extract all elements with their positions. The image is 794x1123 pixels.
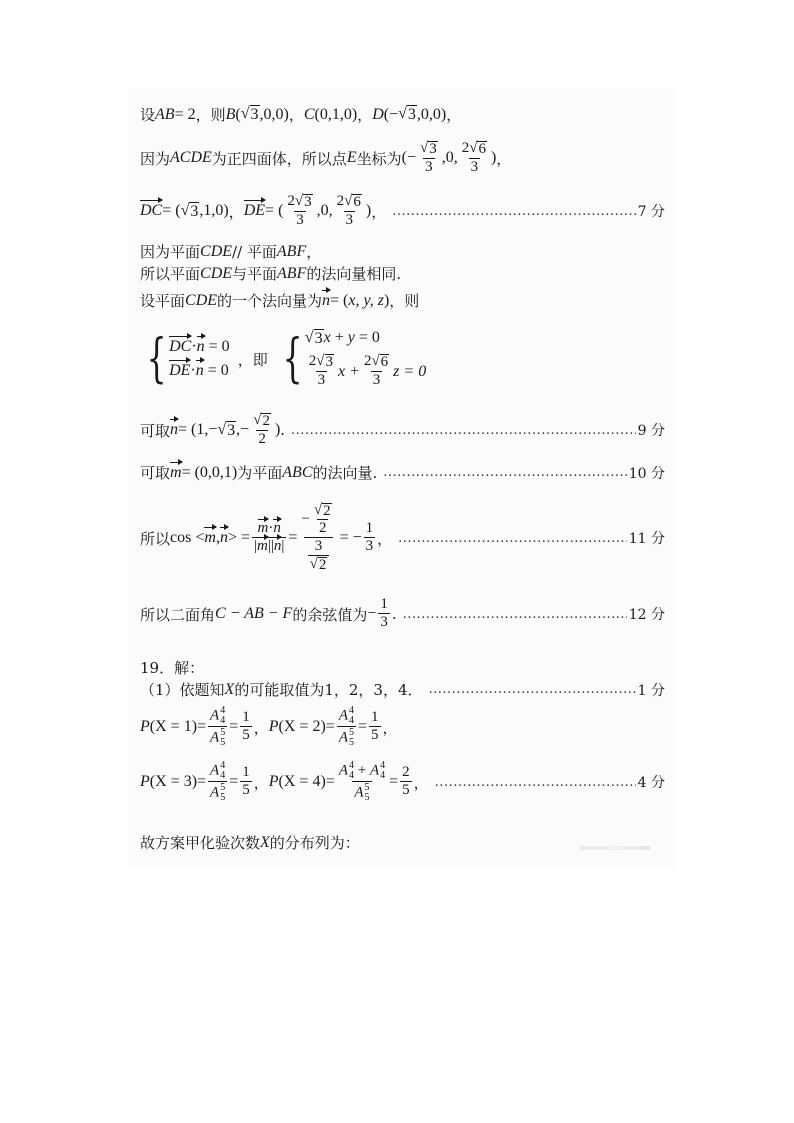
fraction: √ 2 2 — [313, 501, 331, 537]
fraction — [240, 765, 252, 799]
segment-ab: AB — [155, 105, 175, 123]
radicand: 3 — [407, 106, 416, 123]
separator: ， — [228, 202, 244, 221]
perm-a: A — [210, 762, 220, 779]
coefficient: 2 — [461, 139, 470, 156]
fraction — [337, 706, 356, 748]
score-12: 12 分 — [628, 607, 665, 623]
line-same-normal — [140, 263, 665, 284]
separator: ， — [253, 718, 269, 737]
sub: 4 — [348, 715, 354, 726]
perm-a: A — [338, 707, 348, 724]
separator: ， — [382, 718, 398, 737]
fraction — [337, 761, 387, 803]
sub: 4 — [380, 770, 386, 781]
plane-cde: CDE — [200, 242, 233, 260]
coords: = (0,0,1) — [181, 463, 238, 481]
fraction: √ 3 3 — [419, 139, 437, 175]
fraction: 2√ 6 3 — [461, 139, 486, 175]
fraction — [400, 765, 412, 799]
leader-dots — [429, 682, 636, 697]
sup: 4 — [220, 705, 226, 716]
fraction: √ 2 2 — [253, 411, 270, 447]
numerator: 1 — [242, 764, 250, 781]
sup: 4 — [348, 760, 354, 771]
vector-dc: DC — [169, 338, 192, 355]
period: . — [280, 421, 286, 439]
sup: 5 — [220, 727, 226, 738]
sqrt-3: √ 3 — [217, 420, 236, 439]
text: 的法向量相同. — [306, 265, 402, 283]
sup: 5 — [364, 782, 370, 793]
problem-heading: 19．解： — [140, 659, 205, 677]
text: 的分布列为： — [269, 834, 360, 852]
denominator: 5 — [402, 782, 410, 798]
paren: ) — [365, 202, 372, 219]
paren: (− — [383, 105, 399, 123]
sub: 4 — [220, 715, 226, 726]
numerator: 3 — [314, 538, 323, 554]
separator: ， — [496, 149, 512, 168]
prob-p: P — [140, 718, 150, 735]
line-n-value — [140, 408, 665, 452]
fraction: 2√ 3 3 — [308, 353, 334, 388]
minus: − — [301, 510, 310, 527]
separator: ， — [253, 773, 269, 792]
line-cos — [140, 492, 665, 584]
line-vectors — [140, 192, 665, 230]
line-normal-vector — [140, 290, 665, 311]
numerator: 1 — [371, 709, 379, 726]
line-problem-19 — [140, 657, 665, 678]
perm-a: A — [354, 784, 364, 801]
point-c: C — [303, 105, 315, 123]
sup: 4 — [380, 760, 386, 771]
perm-a: A — [210, 707, 220, 724]
numerator: 1 — [365, 520, 374, 537]
fraction: 3 √ 2 — [308, 539, 330, 574]
text: 的余弦值为 — [292, 605, 368, 624]
var-x: X — [260, 833, 270, 851]
eq-row: √ 3 x + y = 0 — [304, 329, 380, 348]
text: 因为平面 — [140, 243, 201, 261]
text: 因为 — [140, 149, 171, 168]
vector-m: m — [257, 538, 268, 554]
scan-artifact — [580, 846, 650, 850]
line-coordinates — [140, 104, 665, 125]
text: 的可能取值为1，2，3，4． — [234, 681, 423, 699]
leader-dots — [291, 423, 636, 438]
vector-n: n — [196, 338, 205, 355]
event: (X = 1) — [149, 718, 198, 735]
radicand: 3 — [227, 421, 236, 439]
dot: · — [190, 362, 196, 379]
text: （1）依题知 — [140, 681, 225, 699]
radicand: 2 — [323, 502, 331, 519]
separator: ， — [446, 106, 462, 124]
leader-dots — [383, 465, 626, 480]
numerator: 1 — [380, 596, 388, 613]
text: 为正四面体，所以点 — [211, 149, 347, 168]
numerator: 1 — [242, 709, 250, 726]
separator: ， — [413, 773, 429, 792]
sub: 5 — [348, 737, 354, 748]
fraction: 2√ 6 3 — [336, 192, 361, 228]
sqrt-3: √ 3 — [180, 201, 199, 220]
text: 可取 — [140, 464, 171, 482]
equals: = — [389, 773, 399, 790]
equals: = − — [339, 529, 362, 546]
text: 所以平面 — [140, 265, 201, 283]
denominator: 3 — [296, 211, 304, 228]
vector-de: DE — [243, 202, 266, 219]
vector-n: n — [170, 421, 179, 438]
coords: (0,1,0) — [314, 105, 358, 123]
text: 设平面 — [140, 292, 186, 310]
line-dihedral — [140, 594, 665, 634]
value: = 0 — [204, 338, 230, 355]
paren: (− — [401, 149, 416, 166]
text: ，则 — [195, 106, 226, 124]
leader-dots — [403, 607, 627, 622]
compound-fraction — [299, 503, 337, 574]
prob-p: P — [140, 773, 150, 790]
score-10: 10 分 — [628, 465, 665, 482]
sqrt-3: √ 3 — [398, 105, 416, 123]
left-brace: { — [146, 329, 167, 389]
leader-dots — [392, 204, 635, 219]
coords: ,1,0) — [199, 202, 229, 219]
sub: 4 — [348, 770, 354, 781]
fraction — [208, 761, 227, 803]
score-7: 7 分 — [637, 204, 665, 220]
radicand: 3 — [325, 354, 334, 371]
coefficient: 2 — [363, 353, 372, 370]
event: (X = 4) — [278, 773, 326, 790]
equals: = ( — [162, 202, 181, 219]
radicand: 3 — [304, 193, 312, 210]
text: 所以二面角 — [140, 605, 216, 624]
vector-m: m — [257, 520, 269, 537]
equals: = — [288, 529, 298, 546]
tetra-acde: ACDE — [170, 149, 212, 166]
text: 的一个法向量为 — [217, 292, 323, 310]
vector-n: n — [273, 538, 282, 554]
vector-n: n — [273, 520, 281, 537]
plane-abf: ABF — [277, 264, 307, 282]
separator: ， — [377, 529, 393, 548]
text: 故方案甲化验次数 — [140, 834, 261, 852]
left-brace: { — [282, 329, 303, 389]
denominator: 5 — [242, 782, 250, 798]
perm-a: A — [369, 762, 380, 779]
fraction: 2√ 6 3 — [363, 353, 389, 388]
sup: 4 — [348, 705, 354, 716]
radicand: 6 — [478, 140, 486, 157]
radicand: 2 — [262, 412, 270, 429]
sub: 5 — [220, 737, 226, 748]
paren: ) — [274, 421, 281, 438]
line-prob-1-2 — [140, 704, 665, 750]
vector-de: DE — [169, 362, 191, 379]
text: // 平面 — [232, 243, 277, 261]
text: 为平面 — [237, 464, 283, 482]
separator: ， — [371, 202, 387, 221]
plane-cde: CDE — [185, 291, 218, 309]
equals: = ( — [265, 202, 284, 219]
plane-abf: ABF — [276, 242, 307, 260]
text: ，则 — [389, 292, 420, 310]
denominator: 5 — [371, 727, 379, 743]
equals: = (1,− — [178, 421, 218, 438]
equals: = — [229, 773, 239, 790]
equals: = ( — [330, 291, 349, 309]
equals: = — [229, 718, 239, 735]
point-b: B — [225, 105, 236, 123]
sup: 5 — [348, 727, 354, 738]
separator: ， — [306, 243, 322, 261]
paren: ) — [383, 291, 390, 309]
radicand: 6 — [380, 354, 389, 371]
coefficient: 2 — [287, 192, 295, 209]
radicand: 3 — [250, 106, 259, 123]
point-d: D — [372, 105, 384, 123]
coords: ,0, — [316, 202, 333, 219]
var-z: z = 0 — [393, 362, 427, 380]
line-possible-values — [140, 679, 665, 700]
vector-n: n — [322, 291, 331, 309]
fraction: $\frac{m\cdot n}{|m||n|}$ — [253, 520, 285, 554]
text: ，即 — [237, 350, 268, 369]
vector-dc: DC — [140, 202, 163, 219]
components: x, y, z — [348, 291, 384, 309]
prob-p: P — [268, 718, 279, 735]
vector-n: n — [219, 529, 228, 546]
var-x: x — [323, 329, 331, 347]
prob-p: P — [268, 773, 279, 790]
system-left — [169, 338, 230, 380]
denominator: 2 — [258, 430, 266, 447]
perm-a: A — [210, 784, 220, 801]
minus: ,− — [236, 421, 250, 438]
comma: , — [215, 529, 220, 546]
separator: ， — [357, 106, 373, 124]
dot: · — [191, 338, 197, 355]
score-4: 4 分 — [637, 775, 665, 791]
text: 坐标为 — [356, 149, 402, 168]
score-11: 11 分 — [628, 531, 665, 547]
line-point-e — [140, 140, 665, 176]
score-9: 9 分 — [637, 423, 665, 439]
equals: = — [325, 718, 335, 735]
radicand: 3 — [190, 202, 199, 220]
vector-m: m — [170, 463, 182, 481]
fraction — [364, 521, 376, 555]
plus: + — [330, 329, 348, 347]
denominator: 3 — [380, 614, 388, 630]
numerator: 2 — [402, 764, 410, 781]
plane-abc: ABC — [282, 463, 313, 481]
sup: 4 — [220, 760, 226, 771]
vector-n: n — [195, 362, 204, 379]
dot: · — [268, 520, 274, 537]
text: 可取 — [140, 421, 171, 440]
radicand: 2 — [318, 556, 327, 573]
denominator: 3 — [345, 211, 353, 228]
plus: + — [353, 762, 370, 779]
leader-dots — [435, 775, 636, 790]
equals: = — [197, 718, 207, 735]
separator: ， — [288, 106, 304, 124]
sup: 5 — [220, 782, 226, 793]
line-system — [140, 318, 665, 400]
equals: = — [357, 718, 368, 735]
radicand: 3 — [314, 330, 323, 348]
coefficient: 2 — [336, 192, 345, 209]
fraction — [208, 706, 227, 748]
plane-cde: CDE — [200, 264, 233, 282]
equals: > = — [227, 529, 250, 546]
line-prob-3-4 — [140, 758, 665, 806]
sub: 4 — [220, 770, 226, 781]
cos: cos < — [170, 529, 205, 546]
perm-a: A — [338, 729, 348, 746]
denominator: 3 — [425, 158, 433, 175]
perm-a: A — [338, 762, 348, 779]
equals: = — [197, 773, 207, 790]
sub: 5 — [220, 792, 226, 803]
coords: ,0,0) — [259, 105, 289, 123]
coords: ,0, — [441, 149, 458, 166]
eq-row — [169, 338, 230, 356]
line-m-value — [140, 462, 665, 483]
value: = 0 — [354, 329, 380, 347]
event: (X = 2) — [278, 718, 326, 735]
coefficient: 2 — [308, 353, 317, 370]
text: 与平面 — [232, 265, 278, 283]
radicand: 3 — [429, 140, 437, 157]
vector-m: m — [204, 529, 216, 546]
denominator: 2 — [318, 520, 327, 537]
text: 设 — [140, 106, 156, 124]
perm-a: A — [210, 729, 220, 746]
fraction — [378, 597, 390, 631]
denominator: 3 — [317, 372, 326, 388]
sub: 5 — [364, 792, 370, 803]
eq-row — [169, 362, 230, 380]
var-x: x + — [338, 362, 360, 380]
text: 的法向量. — [312, 464, 378, 482]
score-1: 1 分 — [637, 682, 665, 699]
dihedral-angle: C − AB − F — [215, 605, 293, 622]
paren: ( — [235, 105, 241, 123]
paren: ) — [490, 149, 497, 166]
sqrt-3: √ 3 — [240, 105, 259, 123]
fraction: 2√ 3 3 — [287, 192, 312, 228]
var-y: y — [347, 329, 355, 347]
minus: − — [367, 605, 377, 622]
var-x: X — [224, 680, 235, 698]
radicand: 6 — [353, 193, 361, 210]
denominator: 5 — [242, 727, 250, 743]
fraction — [369, 710, 381, 744]
value: = 0 — [203, 362, 229, 379]
point-e: E — [346, 149, 357, 166]
value: = 2 — [174, 105, 196, 123]
denominator: 3 — [365, 538, 374, 554]
system-right — [305, 329, 426, 389]
denominator: 3 — [470, 158, 479, 175]
coords: ,0,0) — [416, 105, 447, 123]
eq-row — [305, 354, 426, 389]
denominator: 3 — [372, 372, 381, 388]
leader-dots — [398, 531, 627, 546]
equals: = — [325, 773, 335, 790]
text: 所以 — [140, 529, 171, 548]
event: (X = 3) — [149, 773, 198, 790]
line-parallel — [140, 241, 665, 262]
fraction — [240, 710, 252, 744]
period: . — [391, 605, 397, 623]
